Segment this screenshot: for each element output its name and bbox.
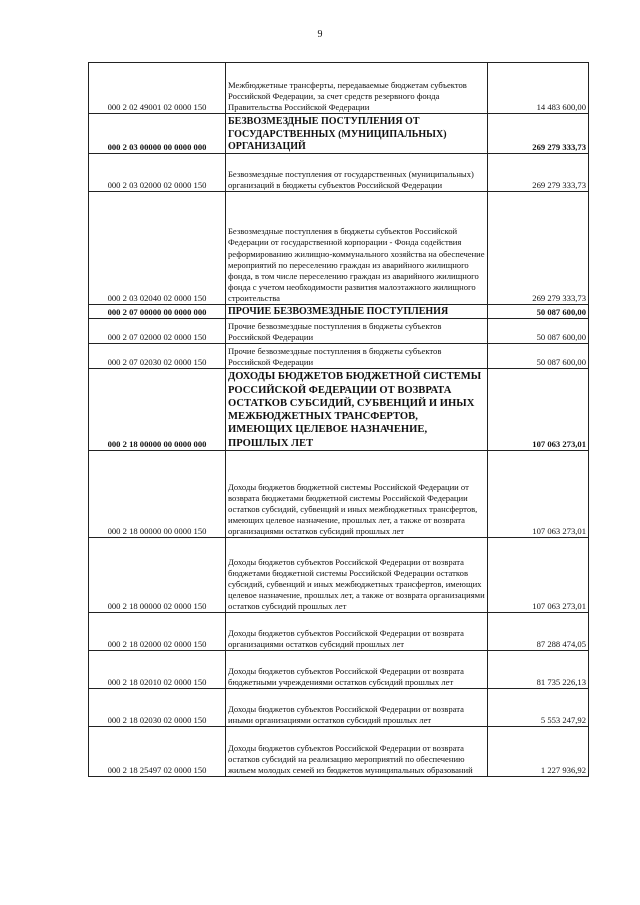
row-code: 000 2 07 00000 00 0000 000: [89, 305, 226, 319]
table-row: [89, 305, 589, 319]
row-name: БЕЗВОЗМЕЗДНЫЕ ПОСТУПЛЕНИЯ ОТ ГОСУДАРСТВЕННЫХ (МУНИЦИПАЛЬНЫХ) ОРГАНИЗАЦИЙ: [226, 114, 488, 154]
table-row: [89, 344, 589, 369]
table-row: [89, 63, 589, 114]
row-code: 000 2 18 25497 02 0000 150: [89, 726, 226, 776]
table-row: [89, 537, 589, 612]
row-name: Доходы бюджетов субъектов Российской Федерации от возврата бюджетами бюджетной системы Российской Федерации остатков субсидий, субвенций и иных межбюджетных трансфертов, имеющих целевое назначение, прошлых лет, а также от возврата организациями остатков субсидий прошлых лет: [226, 537, 488, 612]
row-code: 000 2 07 02030 02 0000 150: [89, 344, 226, 369]
row-name: Доходы бюджетов субъектов Российской Федерации от возврата остатков субсидий на реализацию мероприятий по обеспечению жильем молодых семей из бюджетов муниципальных образований: [226, 726, 488, 776]
table-row: [89, 319, 589, 344]
row-code: 000 2 18 02030 02 0000 150: [89, 688, 226, 726]
table-row: [89, 450, 589, 537]
row-code: 000 2 03 00000 00 0000 000: [89, 114, 226, 154]
table-row: [89, 369, 589, 451]
row-name: Безвозмездные поступления от государственных (муниципальных) организаций в бюджеты субъектов Российской Федерации: [226, 154, 488, 192]
row-amount: 269 279 333,73: [488, 192, 589, 305]
table-row: [89, 114, 589, 154]
row-amount: 14 483 600,00: [488, 63, 589, 114]
table-row: [89, 726, 589, 776]
row-code: 000 2 02 49001 02 0000 150: [89, 63, 226, 114]
table-row: [89, 154, 589, 192]
row-code: 000 2 18 00000 00 0000 000: [89, 369, 226, 451]
row-name: Доходы бюджетов бюджетной системы Российской Федерации от возврата бюджетами бюджетной системы Российской Федерации остатков субсидий, субвенций и иных межбюджетных трансфертов, имеющих целевое назначение, прошлых лет, а также от возврата организациями остатков субсидий прошлых лет: [226, 450, 488, 537]
row-code: 000 2 18 02010 02 0000 150: [89, 650, 226, 688]
row-amount: 1 227 936,92: [488, 726, 589, 776]
row-amount: 5 553 247,92: [488, 688, 589, 726]
row-code: 000 2 18 00000 00 0000 150: [89, 450, 226, 537]
row-code: 000 2 18 00000 02 0000 150: [89, 537, 226, 612]
row-name: Безвозмездные поступления в бюджеты субъектов Российской Федерации от государственной корпорации - Фонда содействия реформированию жилищно-коммунального хозяйства на обеспечение мероприятий по переселению граждан из аварийного жилищного фонда, в том числе переселению граждан из аварийного жилищного фонда с учетом необходимости развития малоэтажного жилищного строительства: [226, 192, 488, 305]
row-name: Доходы бюджетов субъектов Российской Федерации от возврата иными организациями остатков субсидий прошлых лет: [226, 688, 488, 726]
row-amount: 50 087 600,00: [488, 319, 589, 344]
row-name: Доходы бюджетов субъектов Российской Федерации от возврата бюджетными учреждениями остатков субсидий прошлых лет: [226, 650, 488, 688]
row-name: ПРОЧИЕ БЕЗВОЗМЕЗДНЫЕ ПОСТУПЛЕНИЯ: [226, 305, 488, 319]
row-amount: 107 063 273,01: [488, 450, 589, 537]
budget-revenue-table: [88, 62, 589, 777]
row-name: Доходы бюджетов субъектов Российской Федерации от возврата организациями остатков субсидий прошлых лет: [226, 612, 488, 650]
row-name: Межбюджетные трансферты, передаваемые бюджетам субъектов Российской Федерации, за счет средств резервного фонда Правительства Российской Федерации: [226, 63, 488, 114]
row-name: ДОХОДЫ БЮДЖЕТОВ БЮДЖЕТНОЙ СИСТЕМЫ РОССИЙСКОЙ ФЕДЕРАЦИИ ОТ ВОЗВРАТА ОСТАТКОВ СУБСИДИЙ, СУБВЕНЦИЙ И ИНЫХ МЕЖБЮДЖЕТНЫХ ТРАНСФЕРТОВ, ИМЕЮЩИХ ЦЕЛЕВОЕ НАЗНАЧЕНИЕ, ПРОШЛЫХ ЛЕТ: [226, 369, 488, 451]
row-amount: 107 063 273,01: [488, 369, 589, 451]
row-amount: 107 063 273,01: [488, 537, 589, 612]
table-row: [89, 688, 589, 726]
row-amount: 269 279 333,73: [488, 154, 589, 192]
row-amount: 87 288 474,05: [488, 612, 589, 650]
row-code: 000 2 07 02000 02 0000 150: [89, 319, 226, 344]
table-row: [89, 192, 589, 305]
row-amount: 81 735 226,13: [488, 650, 589, 688]
row-name: Прочие безвозмездные поступления в бюджеты субъектов Российской Федерации: [226, 319, 488, 344]
page-number: 9: [317, 29, 323, 40]
row-name: Прочие безвозмездные поступления в бюджеты субъектов Российской Федерации: [226, 344, 488, 369]
row-amount: 50 087 600,00: [488, 344, 589, 369]
table-row: [89, 612, 589, 650]
row-code: 000 2 18 02000 02 0000 150: [89, 612, 226, 650]
table-row: [89, 650, 589, 688]
row-amount: 50 087 600,00: [488, 305, 589, 319]
row-code: 000 2 03 02040 02 0000 150: [89, 192, 226, 305]
row-amount: 269 279 333,73: [488, 114, 589, 154]
row-code: 000 2 03 02000 02 0000 150: [89, 154, 226, 192]
